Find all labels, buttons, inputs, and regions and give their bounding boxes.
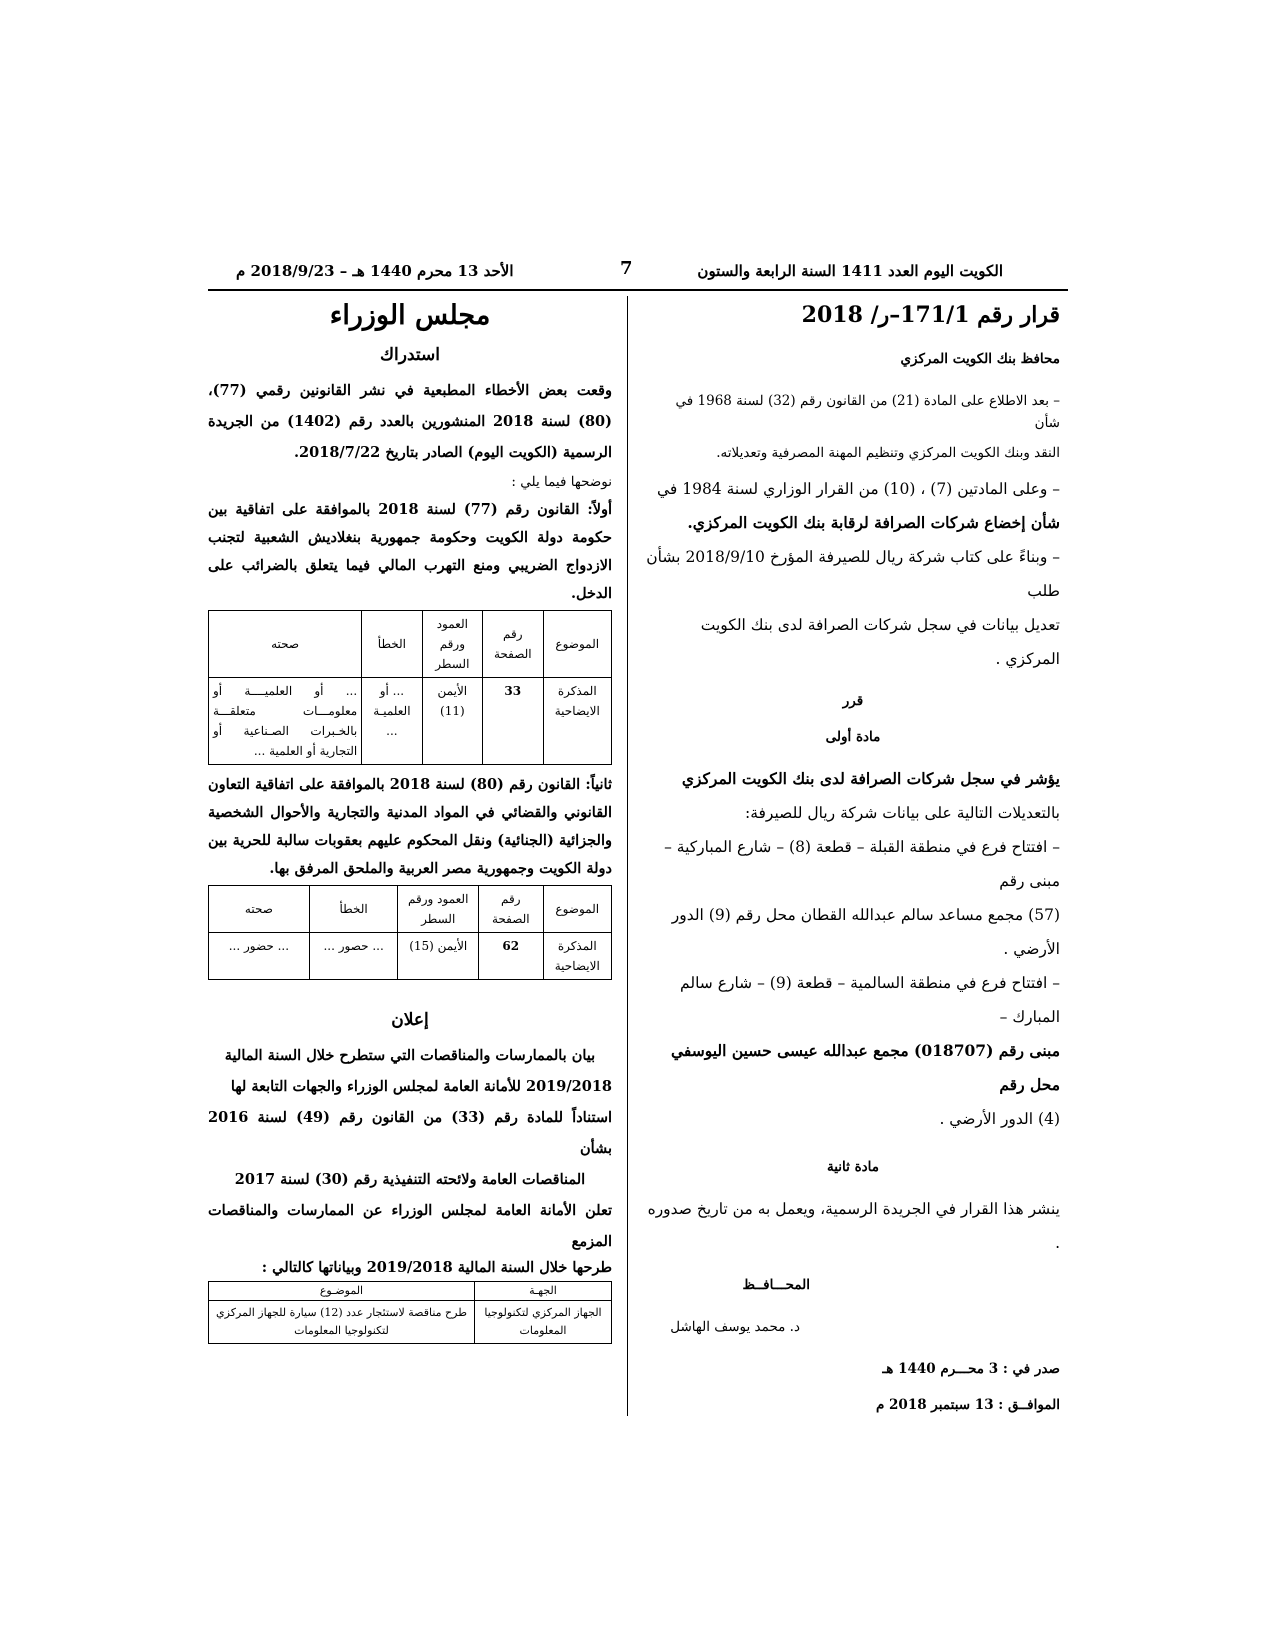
council-title: مجلس الوزراء: [329, 300, 491, 331]
decision-preamble-3b: تعديل بيانات في سجل شركات الصرافة لدى بنك الكويت المركزي .: [700, 616, 1060, 668]
correction-explain: نوضحها فيما يلي :: [511, 474, 612, 490]
decision-column: [646, 298, 1060, 1416]
corresponding-date: الموافــق : 13 سبتمبر 2018 م: [875, 1397, 1060, 1413]
decision-preamble-1a: – بعد الاطلاع على المادة (21) من القانون رقم (32) لسنة 1968 في شأن: [675, 393, 1060, 431]
table-header-cell: صحته: [209, 886, 310, 933]
correction-first: أولاً: القانون رقم (77) لسنة 2018 بالموافقة على اتفاقية بين حكومة دولة الكويت وحكومة جمهورية بنغلاديش الشعبية لتجنب الازدواج الضريبي ومنع التهرب المالي فيما يتعلق بالضرائب على الدخل.: [208, 501, 612, 602]
table-header-row: [209, 611, 612, 678]
table-cell-column-line: الأيمن (15): [398, 933, 479, 980]
article-2-text: ينشر هذا القرار في الجريدة الرسمية، ويعمل به من تاريخ صدوره .: [647, 1200, 1060, 1252]
table-row: [209, 1301, 612, 1344]
announcement-line-2: 2019/2018 للأمانة العامة لمجلس الوزراء والجهات التابعة لها: [230, 1078, 612, 1095]
table-header-cell: الخطأ: [362, 611, 422, 678]
announcement-line-3: استناداً للمادة رقم (33) من القانون رقم (49) لسنة 2016 بشأن: [208, 1109, 612, 1157]
decision-title: قرار رقم 171/1–ر/ 2018: [801, 302, 1060, 328]
table-header-cell: الموضـوع: [209, 1282, 475, 1301]
tenders-table: [208, 1281, 612, 1344]
correction-table-1: [208, 610, 612, 765]
correction-title: استدراك: [380, 345, 440, 365]
table-cell-page: 33: [483, 678, 543, 765]
decision-preamble-1b: النقد وبنك الكويت المركزي وتنظيم المهنة المصرفية وتعديلاته.: [716, 445, 1060, 461]
article-1-line-6: مبنى رقم (018707) مجمع عبدالله عيسى حسين اليوسفي محل رقم: [670, 1041, 1060, 1094]
article-1-line-2: بالتعديلات التالية على بيانات شركة ريال للصيرفة:: [744, 804, 1060, 822]
correction-second: ثانياً: القانون رقم (80) لسنة 2018 بالموافقة على اتفاقية التعاون القانوني والقضائي في المواد المدنية والتجارية والأحوال الشخصية والجزائية (الجنائية) ونقل المحكوم عليهم بعقوبات سالبة للحرية بين دولة الكويت وجمهورية مصر العربية والملحق المرفق بها.: [208, 776, 612, 877]
article-2-heading: مادة ثانية: [826, 1159, 880, 1175]
governor-name: د. محمد يوسف الهاشل: [670, 1319, 800, 1335]
council-column: [208, 298, 612, 1350]
article-1-line-7: (4) الدور الأرضي .: [939, 1110, 1060, 1128]
table-cell-page: 62: [479, 933, 543, 980]
announcement-line-1: بيان بالممارسات والمناقصات التي ستطرح خلال السنة المالية: [224, 1047, 596, 1064]
correction-table-2: [208, 885, 612, 980]
table-header-cell: الخطأ: [309, 886, 398, 933]
table-header-cell: صحته: [209, 611, 362, 678]
decision-decides: قرر: [842, 693, 864, 709]
column-divider: [627, 296, 628, 1416]
article-1-line-5: – افتتاح فرع في منطقة السالمية – قطعة (9) – شارع سالم المبارك –: [680, 974, 1060, 1026]
article-1-line-3: – افتتاح فرع في منطقة القبلة – قطعة (8) – شارع المباركية – مبنى رقم: [664, 838, 1060, 890]
table-cell-correct: ... أو العلميــــة أو معلومـــات متعلقـــة بالخـبرات الصـناعية أو التجارية أو العلمية ...: [209, 678, 362, 765]
announcement-line-5: تعلن الأمانة العامة لمجلس الوزراء عن الممارسات والمناقصات المزمع: [208, 1202, 612, 1250]
governor-title: المحـــافــظ: [742, 1277, 810, 1293]
page-number: 7: [620, 258, 633, 279]
table-cell-subject: المذكرة الايضاحية: [543, 678, 612, 765]
table-cell-subject: المذكرة الايضاحية: [543, 933, 612, 980]
table-cell-error: ... أو العلميـة ...: [362, 678, 422, 765]
announcement-title: إعلان: [391, 1010, 429, 1030]
table-cell-correct: ... حضور ...: [209, 933, 310, 980]
table-row: [209, 678, 612, 765]
article-1-line-1: يؤشر في سجل شركات الصرافة لدى بنك الكويت المركزي: [681, 769, 1060, 788]
header-date: الأحد 13 محرم 1440 هـ – 2018/9/23 م: [236, 262, 514, 280]
article-1-heading: مادة أولى: [825, 729, 881, 745]
decision-preamble-2b: شأن إخضاع شركات الصرافة لرقابة بنك الكويت المركزي.: [687, 513, 1060, 532]
table-header-row: [209, 886, 612, 933]
announcement-line-6: طرحها خلال السنة المالية 2019/2018 وبياناتها كالتالي :: [261, 1259, 612, 1276]
decision-issuer: محافظ بنك الكويت المركزي: [900, 351, 1060, 367]
table-header-cell: رقم الصفحة: [483, 611, 543, 678]
issued-date: صدر في : 3 محـــرم 1440 هـ: [882, 1361, 1060, 1377]
header-publication-info: الكويت اليوم العدد 1411 السنة الرابعة والستون: [697, 262, 1003, 280]
table-cell-entity: الجهاز المركزي لتكنولوجيا المعلومات: [474, 1301, 611, 1344]
table-header-cell: العمود ورقم السطر: [422, 611, 482, 678]
correction-intro: وقعت بعض الأخطاء المطبعية في نشر القانونين رقمي (77)، (80) لسنة 2018 المنشورين بالعدد رقم (1402) من الجريدة الرسمية (الكويت اليوم) الصادر بتاريخ 2018/7/22.: [208, 382, 612, 461]
table-header-cell: الموضوع: [543, 611, 612, 678]
article-1-line-4: (57) مجمع مساعد سالم عبدالله القطان محل رقم (9) الدور الأرضي .: [671, 906, 1060, 958]
table-cell-subject: طرح مناقصة لاستئجار عدد (12) سيارة للجهاز المركزي لتكنولوجيا المعلومات: [209, 1301, 475, 1344]
table-cell-error: ... حصور ...: [309, 933, 398, 980]
table-header-cell: رقم الصفحة: [479, 886, 543, 933]
table-header-row: [209, 1282, 612, 1301]
decision-preamble-2a: – وعلى المادتين (7) ، (10) من القرار الوزاري لسنة 1984 في: [656, 480, 1060, 498]
table-cell-column-line: الأيمن (11): [422, 678, 482, 765]
table-header-cell: الجهـة: [474, 1282, 611, 1301]
table-header-cell: العمود ورقم السطر: [398, 886, 479, 933]
header-divider: [208, 289, 1068, 291]
table-header-cell: الموضوع: [543, 886, 612, 933]
announcement-line-4: المناقصات العامة ولائحته التنفيذية رقم (30) لسنة 2017: [234, 1171, 586, 1188]
table-row: [209, 933, 612, 980]
decision-preamble-3a: – وبناءً على كتاب شركة ريال للصيرفة المؤرخ 2018/9/10 بشأن طلب: [646, 548, 1060, 600]
